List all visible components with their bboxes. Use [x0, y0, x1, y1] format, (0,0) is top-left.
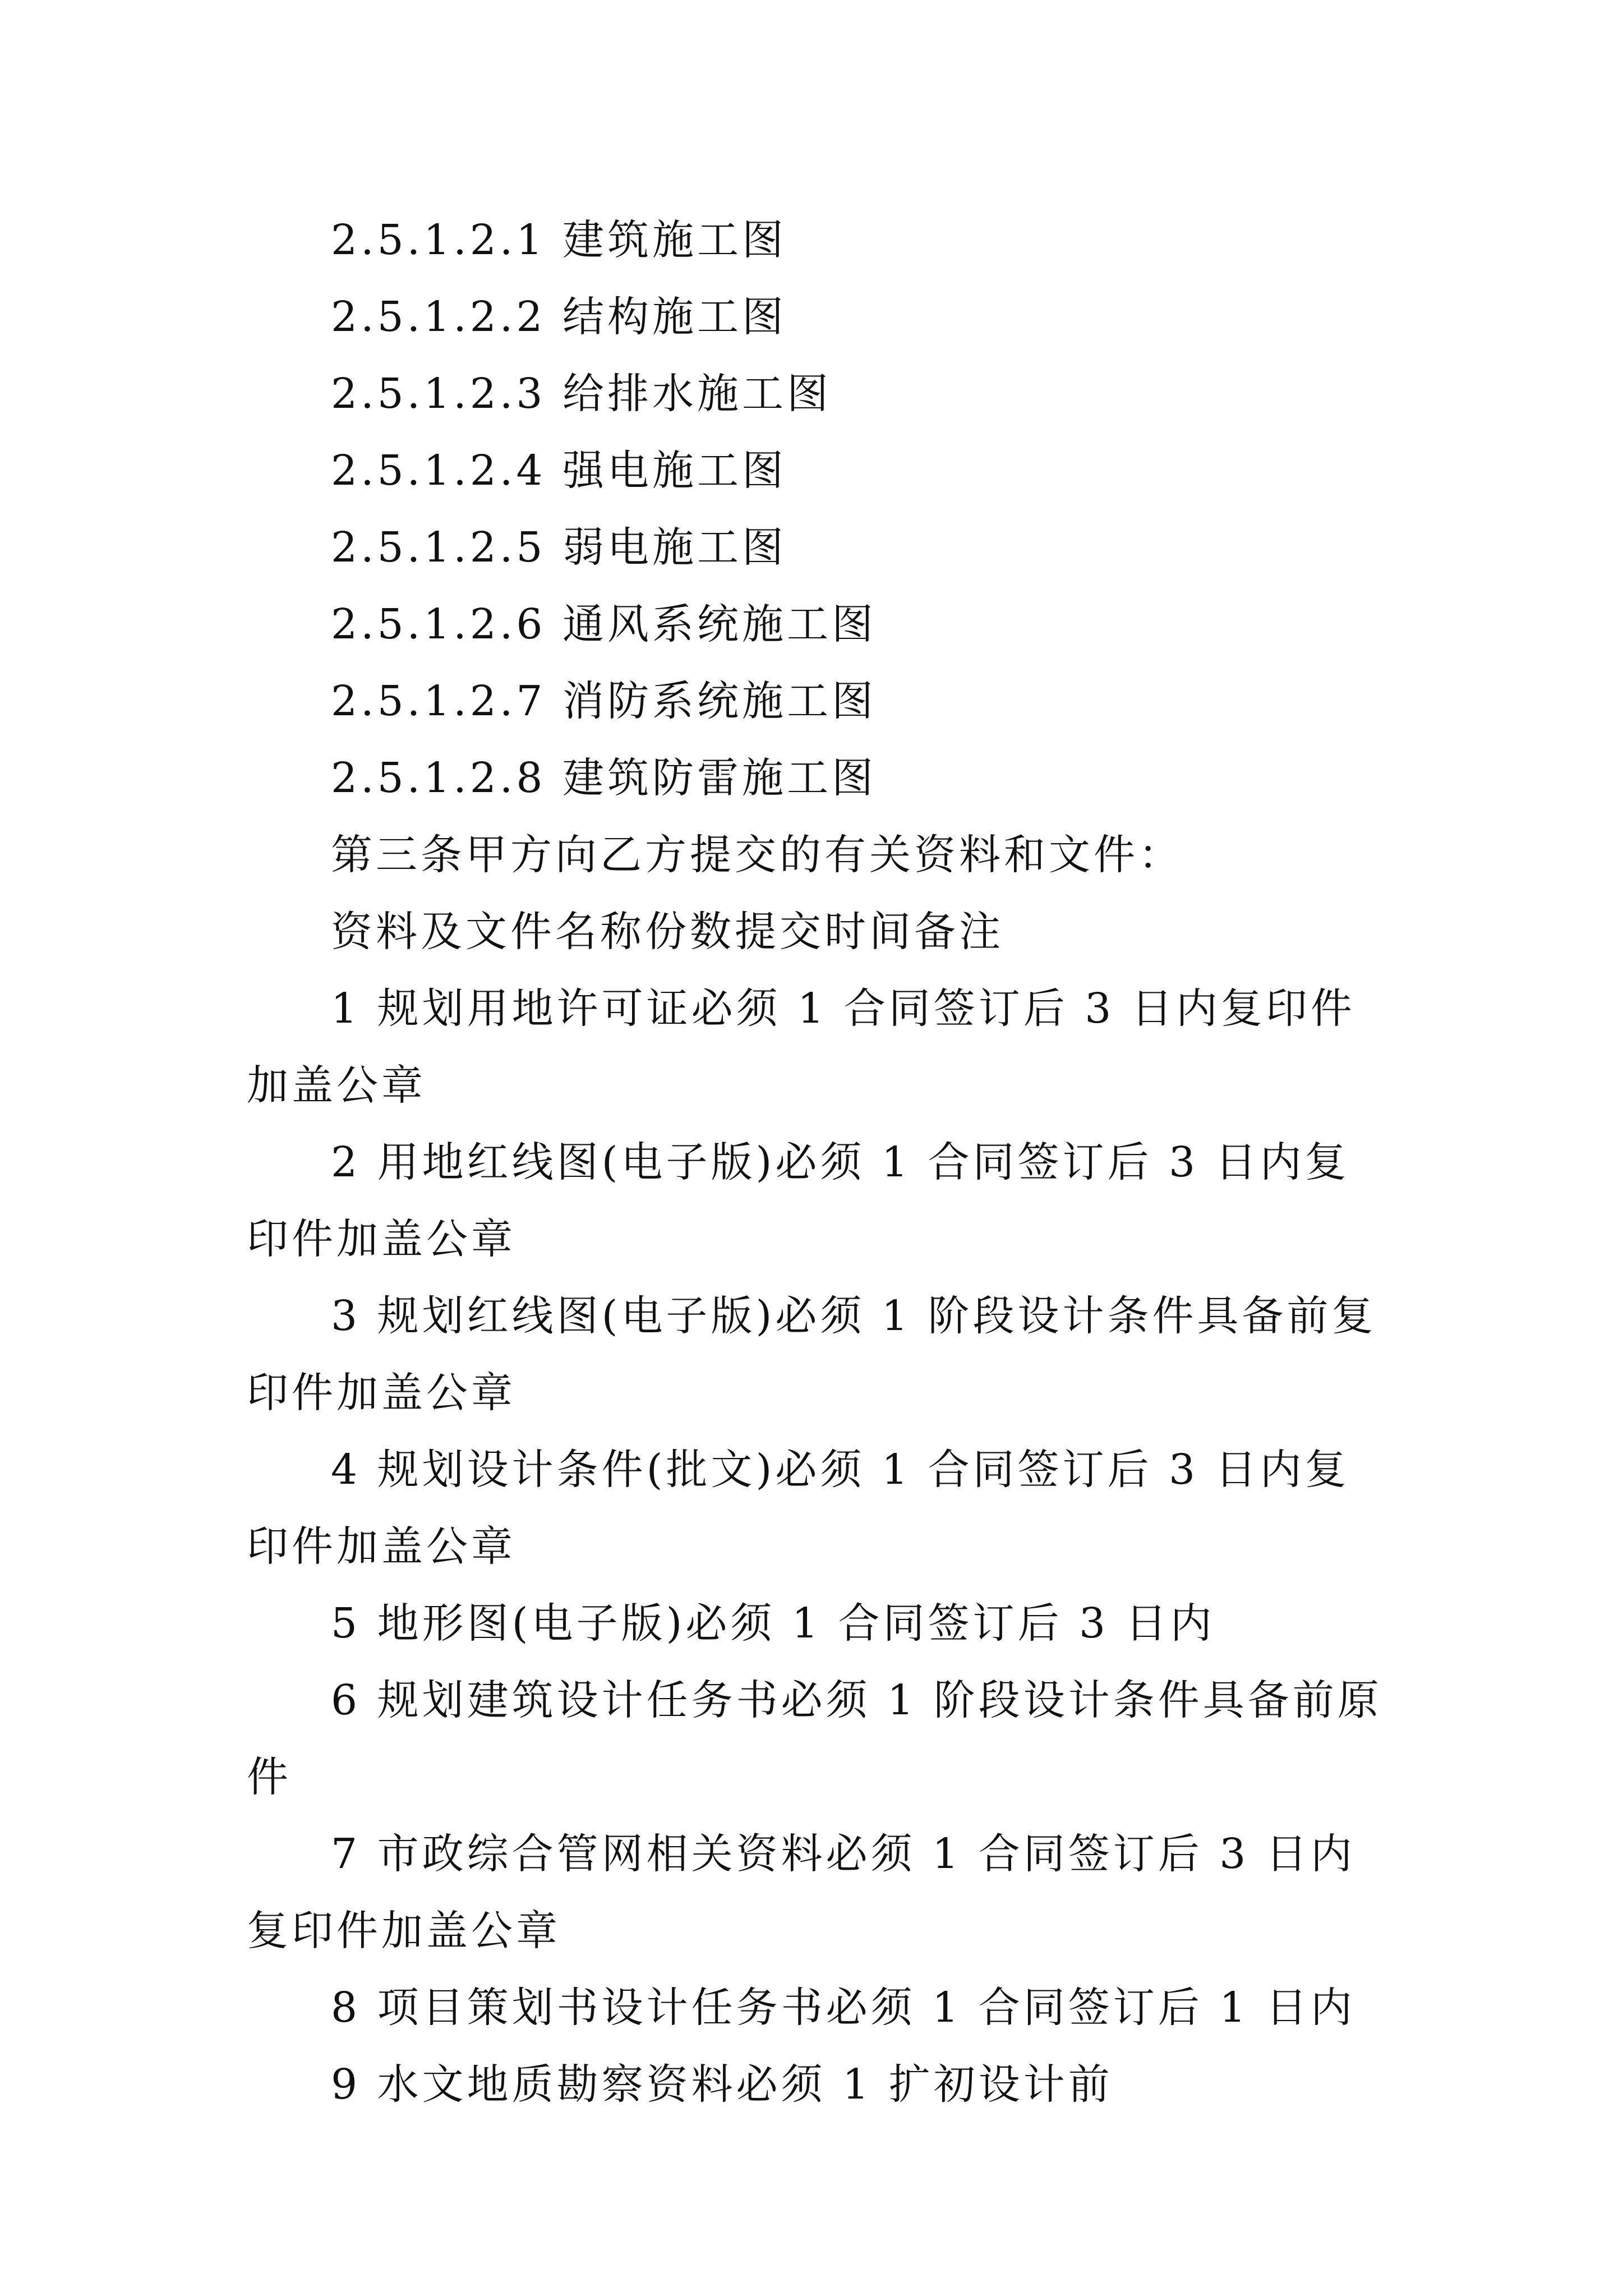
table-row: 8 项目策划书设计任务书必须 1 合同签订后 1 日内 [331, 1984, 1355, 2032]
table-row: 9 水文地质勘察资料必须 1 扩初设计前 [331, 2060, 1113, 2109]
paragraph: 2.5.1.2.5 弱电施工图 [331, 523, 787, 572]
paragraph: 2.5.1.2.8 建筑防雷施工图 [331, 754, 877, 802]
section-heading: 第三条甲方向乙方提交的有关资料和文件： [331, 831, 1183, 879]
paragraph: 2.5.1.2.3 给排水施工图 [331, 370, 832, 418]
paragraph: 2.5.1.2.7 消防系统施工图 [331, 677, 877, 725]
table-row: 2 用地红线图(电子版)必须 1 合同签订后 3 日内复印件加盖公章 [247, 1138, 1350, 1263]
paragraph: 2.5.1.2.4 强电施工图 [331, 447, 787, 495]
table-row: 3 规划红线图(电子版)必须 1 阶段设计条件具备前复印件加盖公章 [247, 1292, 1377, 1417]
table-row: 7 市政综合管网相关资料必须 1 合同签订后 3 日内复印件加盖公章 [247, 1830, 1355, 1955]
paragraph: 2.5.1.2.1 建筑施工图 [331, 216, 787, 264]
table-row: 5 地形图(电子版)必须 1 合同签订后 3 日内 [331, 1599, 1215, 1648]
table-header-line: 资料及文件名称份数提交时间备注 [331, 908, 1004, 956]
paragraph: 2.5.1.2.2 结构施工图 [331, 293, 787, 341]
table-row: 1 规划用地许可证必须 1 合同签订后 3 日内复印件加盖公章 [247, 984, 1355, 1110]
table-row: 6 规划建筑设计任务书必须 1 阶段设计条件具备前原件 [247, 1676, 1382, 1801]
paragraph: 2.5.1.2.6 通风系统施工图 [331, 600, 877, 648]
table-row: 4 规划设计条件(批文)必须 1 合同签订后 3 日内复印件加盖公章 [247, 1446, 1350, 1571]
document-body [247, 202, 1391, 2123]
